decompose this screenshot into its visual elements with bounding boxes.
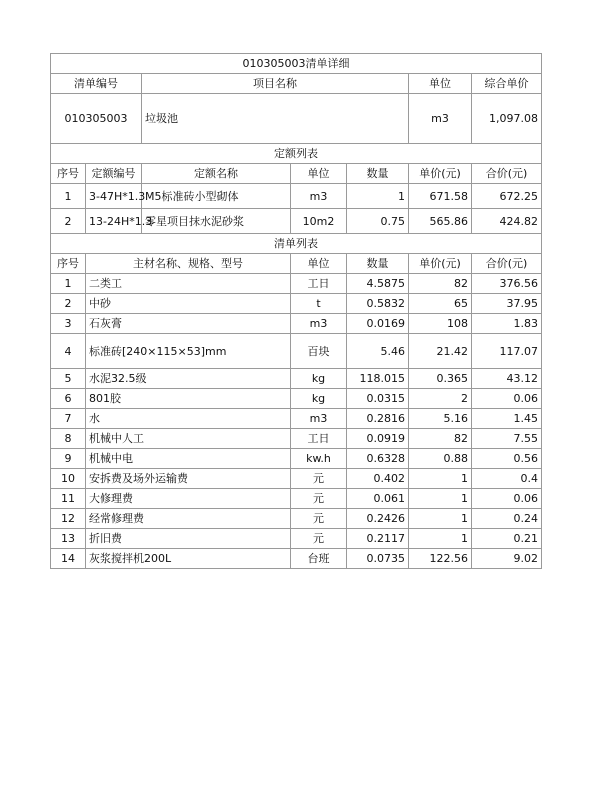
list-total: 0.24 — [472, 509, 542, 529]
list-row — [51, 389, 542, 409]
list-total: 9.02 — [472, 549, 542, 569]
quota-header-cell: 定额编号 — [86, 164, 142, 184]
list-row — [51, 314, 542, 334]
list-row — [51, 509, 542, 529]
list-unit-price: 1 — [409, 469, 472, 489]
list-qty: 0.0735 — [347, 549, 409, 569]
list-index: 5 — [51, 369, 86, 389]
list-row — [51, 409, 542, 429]
list-unit: t — [291, 294, 347, 314]
list-index: 7 — [51, 409, 86, 429]
list-index: 6 — [51, 389, 86, 409]
list-qty: 0.2816 — [347, 409, 409, 429]
list-row — [51, 369, 542, 389]
list-index: 1 — [51, 274, 86, 294]
list-material-name: 二类工 — [86, 274, 291, 294]
list-section-title: 清单列表 — [51, 234, 542, 254]
list-total: 1.45 — [472, 409, 542, 429]
list-unit-price: 65 — [409, 294, 472, 314]
list-unit: m3 — [291, 314, 347, 334]
list-unit-price: 1 — [409, 509, 472, 529]
list-material-name: 801胶 — [86, 389, 291, 409]
quota-unit: m3 — [291, 184, 347, 209]
list-row — [51, 529, 542, 549]
list-unit: 元 — [291, 529, 347, 549]
quota-total: 672.25 — [472, 184, 542, 209]
list-unit-price: 21.42 — [409, 334, 472, 369]
list-unit: 元 — [291, 509, 347, 529]
list-total: 376.56 — [472, 274, 542, 294]
detail-table — [50, 53, 542, 569]
list-material-name: 折旧费 — [86, 529, 291, 549]
list-qty: 0.061 — [347, 489, 409, 509]
list-index: 8 — [51, 429, 86, 449]
list-header-cell: 单位 — [291, 254, 347, 274]
list-material-name: 水泥32.5级 — [86, 369, 291, 389]
list-unit: 工日 — [291, 429, 347, 449]
list-index: 3 — [51, 314, 86, 334]
list-qty: 4.5875 — [347, 274, 409, 294]
list-qty: 0.6328 — [347, 449, 409, 469]
list-unit: 元 — [291, 489, 347, 509]
list-material-name: 石灰膏 — [86, 314, 291, 334]
list-unit-price: 82 — [409, 429, 472, 449]
item-price: 1,097.08 — [472, 94, 542, 144]
list-index: 12 — [51, 509, 86, 529]
list-material-name: 机械中电 — [86, 449, 291, 469]
list-row — [51, 549, 542, 569]
quota-section-title: 定额列表 — [51, 144, 542, 164]
quota-header-cell: 数量 — [347, 164, 409, 184]
quota-header-cell: 序号 — [51, 164, 86, 184]
list-unit: kw.h — [291, 449, 347, 469]
quota-row — [51, 184, 542, 209]
list-total: 0.06 — [472, 389, 542, 409]
list-total: 0.21 — [472, 529, 542, 549]
quota-header-cell: 单价(元) — [409, 164, 472, 184]
quota-index: 1 — [51, 184, 86, 209]
list-unit-price: 0.88 — [409, 449, 472, 469]
header-price: 综合单价 — [472, 74, 542, 94]
list-row — [51, 469, 542, 489]
list-qty: 0.2117 — [347, 529, 409, 549]
list-index: 14 — [51, 549, 86, 569]
header-unit: 单位 — [409, 74, 472, 94]
header-code: 清单编号 — [51, 74, 142, 94]
list-header-cell: 数量 — [347, 254, 409, 274]
list-header-cell: 单价(元) — [409, 254, 472, 274]
quota-header-cell: 单位 — [291, 164, 347, 184]
list-unit: 百块 — [291, 334, 347, 369]
list-total: 43.12 — [472, 369, 542, 389]
list-unit: 元 — [291, 469, 347, 489]
quota-qty: 0.75 — [347, 209, 409, 234]
quota-header-cell: 合价(元) — [472, 164, 542, 184]
quota-header-row — [51, 164, 542, 184]
list-unit: 工日 — [291, 274, 347, 294]
list-row — [51, 274, 542, 294]
list-unit-price: 82 — [409, 274, 472, 294]
list-header-cell: 合价(元) — [472, 254, 542, 274]
list-material-name: 灰浆搅拌机200L — [86, 549, 291, 569]
list-total: 117.07 — [472, 334, 542, 369]
list-qty: 0.5832 — [347, 294, 409, 314]
list-row — [51, 334, 542, 369]
list-row — [51, 489, 542, 509]
list-qty: 5.46 — [347, 334, 409, 369]
list-total: 0.56 — [472, 449, 542, 469]
list-material-name: 大修理费 — [86, 489, 291, 509]
list-index: 9 — [51, 449, 86, 469]
list-unit-price: 5.16 — [409, 409, 472, 429]
quota-name: M5标准砖小型砌体 — [142, 184, 291, 209]
list-row — [51, 429, 542, 449]
list-total: 0.4 — [472, 469, 542, 489]
list-material-name: 水 — [86, 409, 291, 429]
header-name: 项目名称 — [142, 74, 409, 94]
list-total: 7.55 — [472, 429, 542, 449]
list-unit-price: 1 — [409, 529, 472, 549]
quota-unit: 10m2 — [291, 209, 347, 234]
list-unit-price: 0.365 — [409, 369, 472, 389]
list-row — [51, 449, 542, 469]
list-material-name: 安拆费及场外运输费 — [86, 469, 291, 489]
list-index: 4 — [51, 334, 86, 369]
list-total: 0.06 — [472, 489, 542, 509]
quota-row — [51, 209, 542, 234]
quota-unit-price: 565.86 — [409, 209, 472, 234]
list-qty: 0.0919 — [347, 429, 409, 449]
list-qty: 0.0315 — [347, 389, 409, 409]
quota-index: 2 — [51, 209, 86, 234]
list-row — [51, 294, 542, 314]
quota-code: 3-47H*1.3 — [86, 184, 142, 209]
quota-code: 13-24H*1.3 — [86, 209, 142, 234]
quota-total: 424.82 — [472, 209, 542, 234]
list-material-name: 经常修理费 — [86, 509, 291, 529]
item-name: 垃圾池 — [142, 94, 409, 144]
quota-qty: 1 — [347, 184, 409, 209]
list-total: 1.83 — [472, 314, 542, 334]
list-index: 10 — [51, 469, 86, 489]
list-unit: m3 — [291, 409, 347, 429]
list-header-cell: 主材名称、规格、型号 — [86, 254, 291, 274]
list-qty: 118.015 — [347, 369, 409, 389]
list-unit-price: 108 — [409, 314, 472, 334]
list-unit-price: 122.56 — [409, 549, 472, 569]
page-title: 010305003清单详细 — [51, 54, 542, 74]
list-qty: 0.2426 — [347, 509, 409, 529]
item-code: 010305003 — [51, 94, 142, 144]
list-qty: 0.402 — [347, 469, 409, 489]
quota-name: 零星项目抹水泥砂浆 — [142, 209, 291, 234]
list-unit: 台班 — [291, 549, 347, 569]
list-material-name: 中砂 — [86, 294, 291, 314]
list-qty: 0.0169 — [347, 314, 409, 334]
list-index: 13 — [51, 529, 86, 549]
item-unit: m3 — [409, 94, 472, 144]
list-header-cell: 序号 — [51, 254, 86, 274]
list-unit: kg — [291, 389, 347, 409]
list-material-name: 标准砖[240×115×53]mm — [86, 334, 291, 369]
list-material-name: 机械中人工 — [86, 429, 291, 449]
list-unit-price: 1 — [409, 489, 472, 509]
quota-unit-price: 671.58 — [409, 184, 472, 209]
list-unit-price: 2 — [409, 389, 472, 409]
list-header-row — [51, 254, 542, 274]
list-unit: kg — [291, 369, 347, 389]
quota-header-cell: 定额名称 — [142, 164, 291, 184]
list-index: 2 — [51, 294, 86, 314]
list-total: 37.95 — [472, 294, 542, 314]
list-index: 11 — [51, 489, 86, 509]
